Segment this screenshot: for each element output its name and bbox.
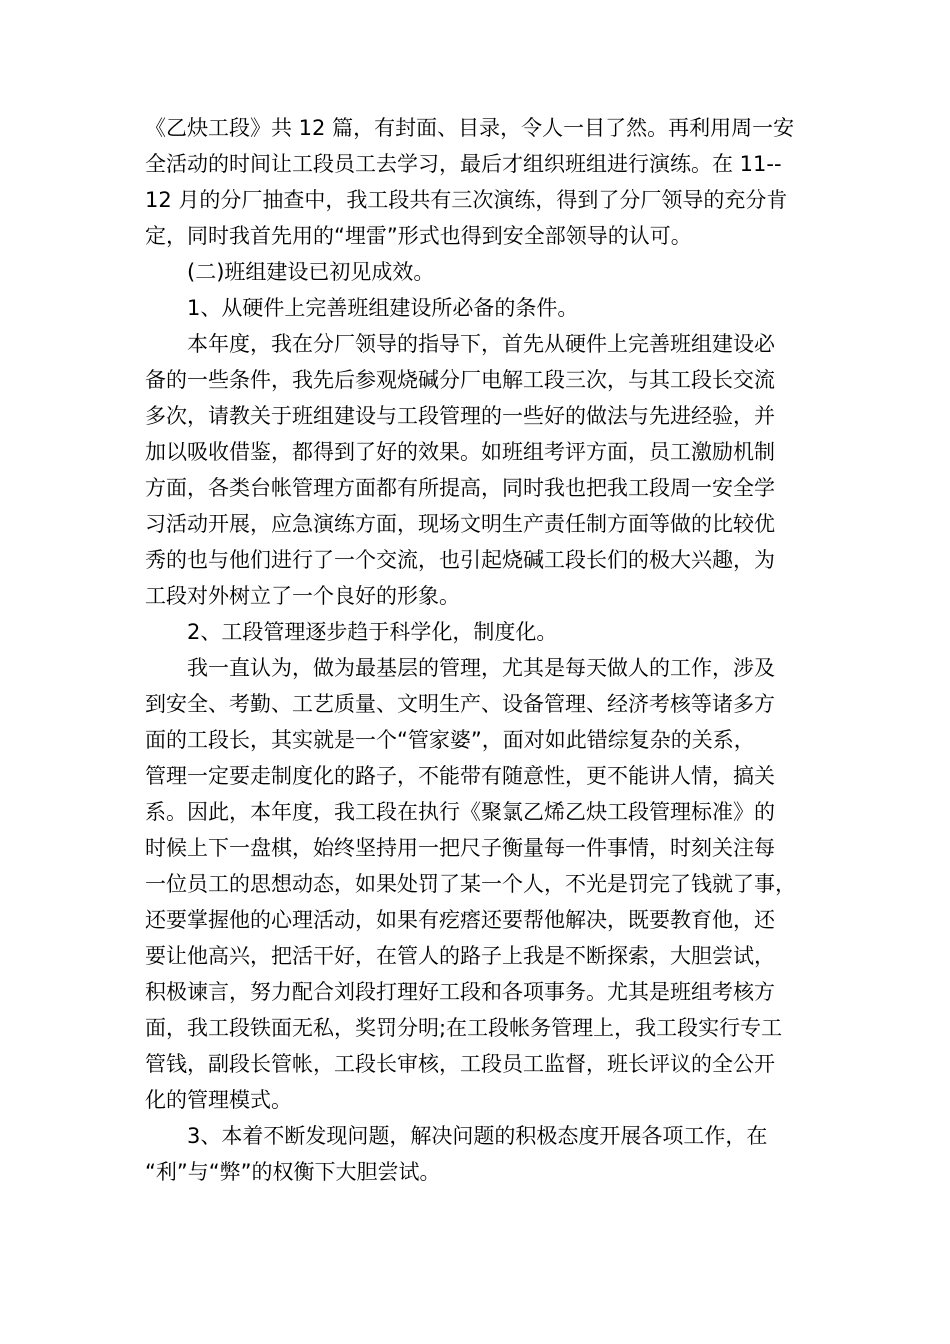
text-line: 加以吸收借鉴，都得到了好的效果。如班组考评方面，员工激励机制	[145, 440, 775, 464]
text-line: 工段对外树立了一个良好的形象。	[145, 584, 460, 608]
subsection-heading: 3、本着不断发现问题，解决问题的积极态度开展各项工作，在	[187, 1124, 768, 1148]
text-line: 面的工段长，其实就是一个“管家婆”，面对如此错综复杂的关系，	[145, 728, 755, 752]
subsection-heading: 1、从硬件上完善班组建设所必备的条件。	[187, 296, 579, 320]
text-line: 管理一定要走制度化的路子，不能带有随意性，更不能讲人情，搞关	[145, 764, 775, 788]
text-line: 化的管理模式。	[145, 1088, 292, 1112]
text-line: 管钱，副段长管帐，工段长审核，工段员工监督，班长评议的全公开	[145, 1052, 775, 1076]
text-line: “利”与“弊”的权衡下大胆尝试。	[145, 1160, 441, 1184]
text-line: 多次，请教关于班组建设与工段管理的一些好的做法与先进经验，并	[145, 404, 775, 428]
text-line: 我一直认为，做为最基层的管理，尤其是每天做人的工作，涉及	[187, 656, 775, 680]
text-line: 全活动的时间让工段员工去学习，最后才组织班组进行演练。在 11--	[145, 152, 782, 176]
text-line: 还要掌握他的心理活动，如果有疙瘩还要帮他解决，既要教育他，还	[145, 908, 775, 932]
text-line: 要让他高兴，把活干好，在管人的路子上我是不断探索，大胆尝试，	[145, 944, 775, 968]
text-line: 秀的也与他们进行了一个交流，也引起烧碱工段长们的极大兴趣，为	[145, 548, 775, 572]
text-line: 备的一些条件，我先后参观烧碱分厂电解工段三次，与其工段长交流	[145, 368, 775, 392]
text-line: 《乙炔工段》共 12 篇，有封面、目录，令人一目了然。再利用周一安	[145, 116, 795, 140]
section-heading: (二)班组建设已初见成效。	[187, 260, 435, 284]
text-line: 积极谏言，努力配合刘段打理好工段和各项事务。尤其是班组考核方	[145, 980, 775, 1004]
text-line: 本年度，我在分厂领导的指导下，首先从硬件上完善班组建设必	[187, 332, 775, 356]
subsection-heading: 2、工段管理逐步趋于科学化，制度化。	[187, 620, 558, 644]
text-line: 一位员工的思想动态，如果处罚了某一个人，不光是罚完了钱就了事，	[145, 872, 796, 896]
text-line: 习活动开展，应急演练方面，现场文明生产责任制方面等做的比较优	[145, 512, 775, 536]
text-line: 12 月的分厂抽查中，我工段共有三次演练，得到了分厂领导的充分肯	[145, 188, 788, 212]
text-line: 定，同时我首先用的“埋雷”形式也得到安全部领导的认可。	[145, 224, 692, 248]
text-line: 到安全、考勤、工艺质量、文明生产、设备管理、经济考核等诸多方	[145, 692, 775, 716]
text-line: 时候上下一盘棋，始终坚持用一把尺子衡量每一件事情，时刻关注每	[145, 836, 775, 860]
text-line: 面，我工段铁面无私，奖罚分明;在工段帐务管理上，我工段实行专工	[145, 1016, 783, 1040]
text-line: 系。因此，本年度，我工段在执行《聚氯乙烯乙炔工段管理标准》的	[145, 800, 775, 824]
text-line: 方面，各类台帐管理方面都有所提高，同时我也把我工段周一安全学	[145, 476, 775, 500]
